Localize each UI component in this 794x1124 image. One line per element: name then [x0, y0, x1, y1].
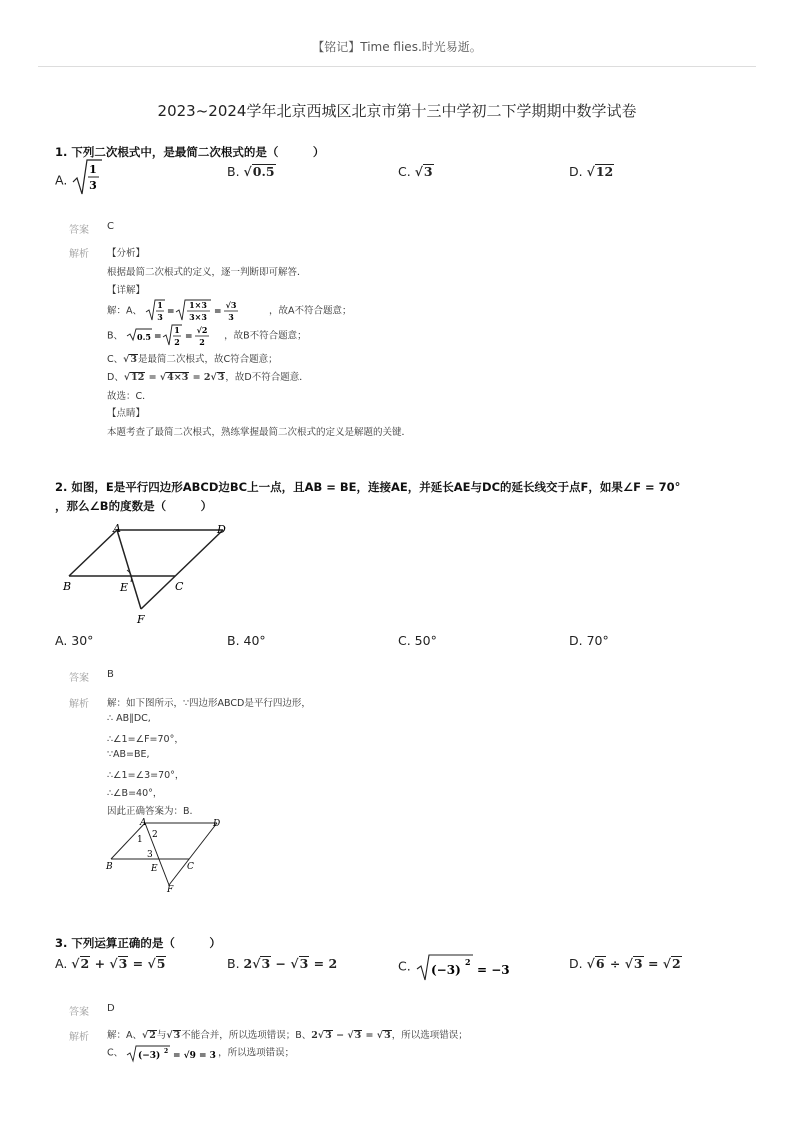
question-1-stem: 1. 下列二次根式中，是最简二次根式的是（ ） — [55, 145, 325, 159]
svg-text:= −3: = −3 — [476, 963, 510, 977]
q2-sol-fig-label-f: F — [167, 885, 174, 895]
q2-fig-label-a: A — [113, 522, 121, 535]
header-divider — [38, 66, 756, 67]
svg-text:3: 3 — [157, 312, 163, 322]
q1-sol-line-2: 根据最简二次根式的定义，逐一判断即可解答． — [107, 267, 307, 278]
q1-option-b-label: B. — [227, 164, 240, 179]
q3-analysis-label: 解析 — [69, 1032, 89, 1043]
q2-sol-line-3: ∴∠1=∠F=70°， — [107, 734, 184, 745]
q2-option-c[interactable]: C. 50° — [398, 633, 437, 648]
q2-sol-fig-angle-2: 2 — [152, 830, 158, 840]
q1-option-c-label: C. — [398, 164, 411, 179]
q1-answer-label: 答案 — [69, 225, 89, 236]
q3-sol-line-1: 解：A、√2与√3不能合并，所以选项错误；B、2√3 − √3 = √3，所以选项错误； — [107, 1030, 468, 1041]
q2-fig-label-f: F — [137, 613, 145, 626]
q2-sol-line-7: 因此正确答案为：B. — [107, 806, 193, 817]
svg-text:=: = — [154, 332, 162, 342]
q1-option-d[interactable] — [569, 164, 614, 179]
q2-fig-label-c: C — [175, 580, 184, 593]
svg-text:1: 1 — [157, 300, 163, 310]
svg-text:(−3): (−3) — [430, 963, 461, 977]
q2-sol-line-6: ∴∠B=40°， — [107, 788, 163, 799]
q3-option-a-formula: √2 + √3 = √5 — [71, 956, 166, 971]
q2-fig-label-b: B — [63, 580, 72, 593]
q1-option-d-formula: √12 — [586, 164, 614, 179]
question-2-stem-line-1: 2. 如图，E是平行四边形ABCD边BC上一点，且AB = BE，连接AE，并延长AE与DC的延长线交于点F，如果∠F = 70° — [55, 480, 681, 494]
svg-text:1: 1 — [89, 163, 98, 176]
svg-text:√2: √2 — [196, 325, 208, 335]
q1-sol-detail-tag: 【详解】 — [107, 285, 146, 296]
q1-sol-line-10: 本题考查了最简二次根式，熟练掌握最简二次根式的定义是解题的关键． — [107, 427, 412, 438]
q2-sol-fig-angle-3: 3 — [147, 850, 153, 860]
page-title: 2023~2024学年北京西城区北京市第十三中学初二下学期期中数学试卷 — [157, 102, 637, 120]
svg-text:=: = — [167, 307, 175, 317]
q1-option-a[interactable] — [55, 164, 103, 198]
q1-sol-line-8: 故选：C． — [107, 391, 152, 402]
svg-text:3: 3 — [89, 179, 98, 192]
q2-analysis-label: 解析 — [69, 699, 89, 710]
q3-option-a[interactable] — [55, 956, 166, 971]
svg-text:2: 2 — [164, 1048, 169, 1055]
q2-option-a[interactable]: A. 30° — [55, 633, 94, 648]
q3-answer-label: 答案 — [69, 1007, 89, 1018]
svg-text:0.5: 0.5 — [137, 332, 151, 342]
q2-sol-fig-angle-1: 1 — [137, 835, 143, 845]
question-3-stem: 3. 下列运算正确的是（ ） — [55, 936, 221, 950]
q3-option-c-label: C. — [398, 958, 411, 974]
q1-sol-analysis-tag: 【分析】 — [107, 248, 146, 259]
header-motto: 【铭记】Time flies.时光易逝。 — [312, 40, 482, 54]
q3-option-d-label: D. — [569, 956, 583, 971]
q2-option-b[interactable]: B. 40° — [227, 633, 266, 648]
q1-option-b[interactable] — [227, 164, 276, 179]
svg-text:(−3): (−3) — [138, 1051, 161, 1061]
q2-sol-fig-label-e: E — [151, 864, 158, 874]
svg-text:=: = — [214, 307, 222, 317]
q1-sol-line-6: C、√3是最简二次根式，故C符合题意； — [107, 354, 278, 365]
q1-sol-remark-tag: 【点睛】 — [107, 408, 146, 419]
svg-text:2: 2 — [174, 337, 180, 347]
q2-solution-figure — [103, 815, 228, 895]
q1-analysis-label: 解析 — [69, 249, 89, 260]
q2-sol-line-4: ∵AB=BE, — [107, 749, 150, 760]
q2-option-d[interactable]: D. 70° — [569, 633, 609, 648]
q2-sol-line-1: 解：如下图所示，∵四边形ABCD是平行四边形， — [107, 698, 311, 709]
q3-option-c-formula — [415, 952, 515, 982]
question-2-stem-line-2: ，那么∠B的度数是（ ） — [55, 499, 213, 513]
q3-sol-formula-c — [126, 1043, 218, 1063]
q2-answer-label: 答案 — [69, 673, 89, 684]
q3-option-a-label: A. — [55, 956, 68, 971]
q2-answer-value: B — [107, 669, 114, 680]
q1-option-c-formula: √3 — [414, 164, 433, 179]
q1-sol-line-5: B、 0.5 = 1 2 = √2 2 ，故B不符合题意； — [107, 325, 307, 347]
svg-text:2: 2 — [464, 957, 471, 967]
q2-figure-parallelogram — [55, 520, 235, 630]
q1-option-a-formula — [71, 158, 103, 198]
q2-sol-fig-label-d: D — [213, 819, 221, 829]
q3-answer-value: D — [107, 1003, 115, 1014]
q2-fig-label-d: D — [217, 523, 226, 536]
q1-option-c[interactable] — [398, 164, 434, 179]
q3-sol-line-2: C、 (−3) 2 = √9 = 3 ，所以选项错误； — [107, 1043, 294, 1063]
q1-sol-formula-b — [126, 323, 224, 349]
q1-option-a-label: A. — [55, 172, 68, 188]
q1-option-d-label: D. — [569, 164, 583, 179]
q3-option-d[interactable] — [569, 956, 682, 971]
q3-option-b-formula: 2√3 − √3 = 2 — [243, 956, 338, 971]
q2-sol-line-5: ∴∠1=∠3=70°， — [107, 770, 185, 781]
q2-sol-fig-label-c: C — [187, 862, 194, 872]
q2-sol-line-2: ∴ AB∥DC, — [107, 713, 151, 724]
q3-option-b[interactable] — [227, 956, 337, 971]
svg-text:1×3: 1×3 — [189, 300, 207, 310]
q3-option-c[interactable] — [398, 952, 515, 982]
svg-text:1: 1 — [174, 325, 180, 335]
svg-text:3: 3 — [228, 312, 234, 322]
svg-text:3×3: 3×3 — [189, 312, 207, 322]
svg-text:√3: √3 — [225, 300, 237, 310]
q2-sol-fig-label-a: A — [140, 818, 147, 828]
q1-answer-value: C — [107, 221, 114, 232]
q2-fig-label-e: E — [120, 581, 129, 594]
q3-option-d-formula: √6 ÷ √3 = √2 — [586, 956, 681, 971]
q1-sol-line-7: D、√12 = √4×3 = 2√3，故D不符合题意． — [107, 372, 309, 383]
svg-text:= √9 = 3: = √9 = 3 — [173, 1051, 217, 1061]
q3-option-b-label: B. — [227, 956, 240, 971]
q1-sol-formula-a — [145, 298, 269, 324]
q1-sol-line-4: 解：A、 1 3 = 1×3 3×3 = √3 3 ，故A不符合题意； — [107, 300, 352, 322]
q1-option-b-formula: √0.5 — [243, 164, 275, 179]
svg-text:=: = — [185, 332, 193, 342]
svg-text:2: 2 — [199, 337, 205, 347]
q2-sol-fig-label-b: B — [106, 862, 113, 872]
